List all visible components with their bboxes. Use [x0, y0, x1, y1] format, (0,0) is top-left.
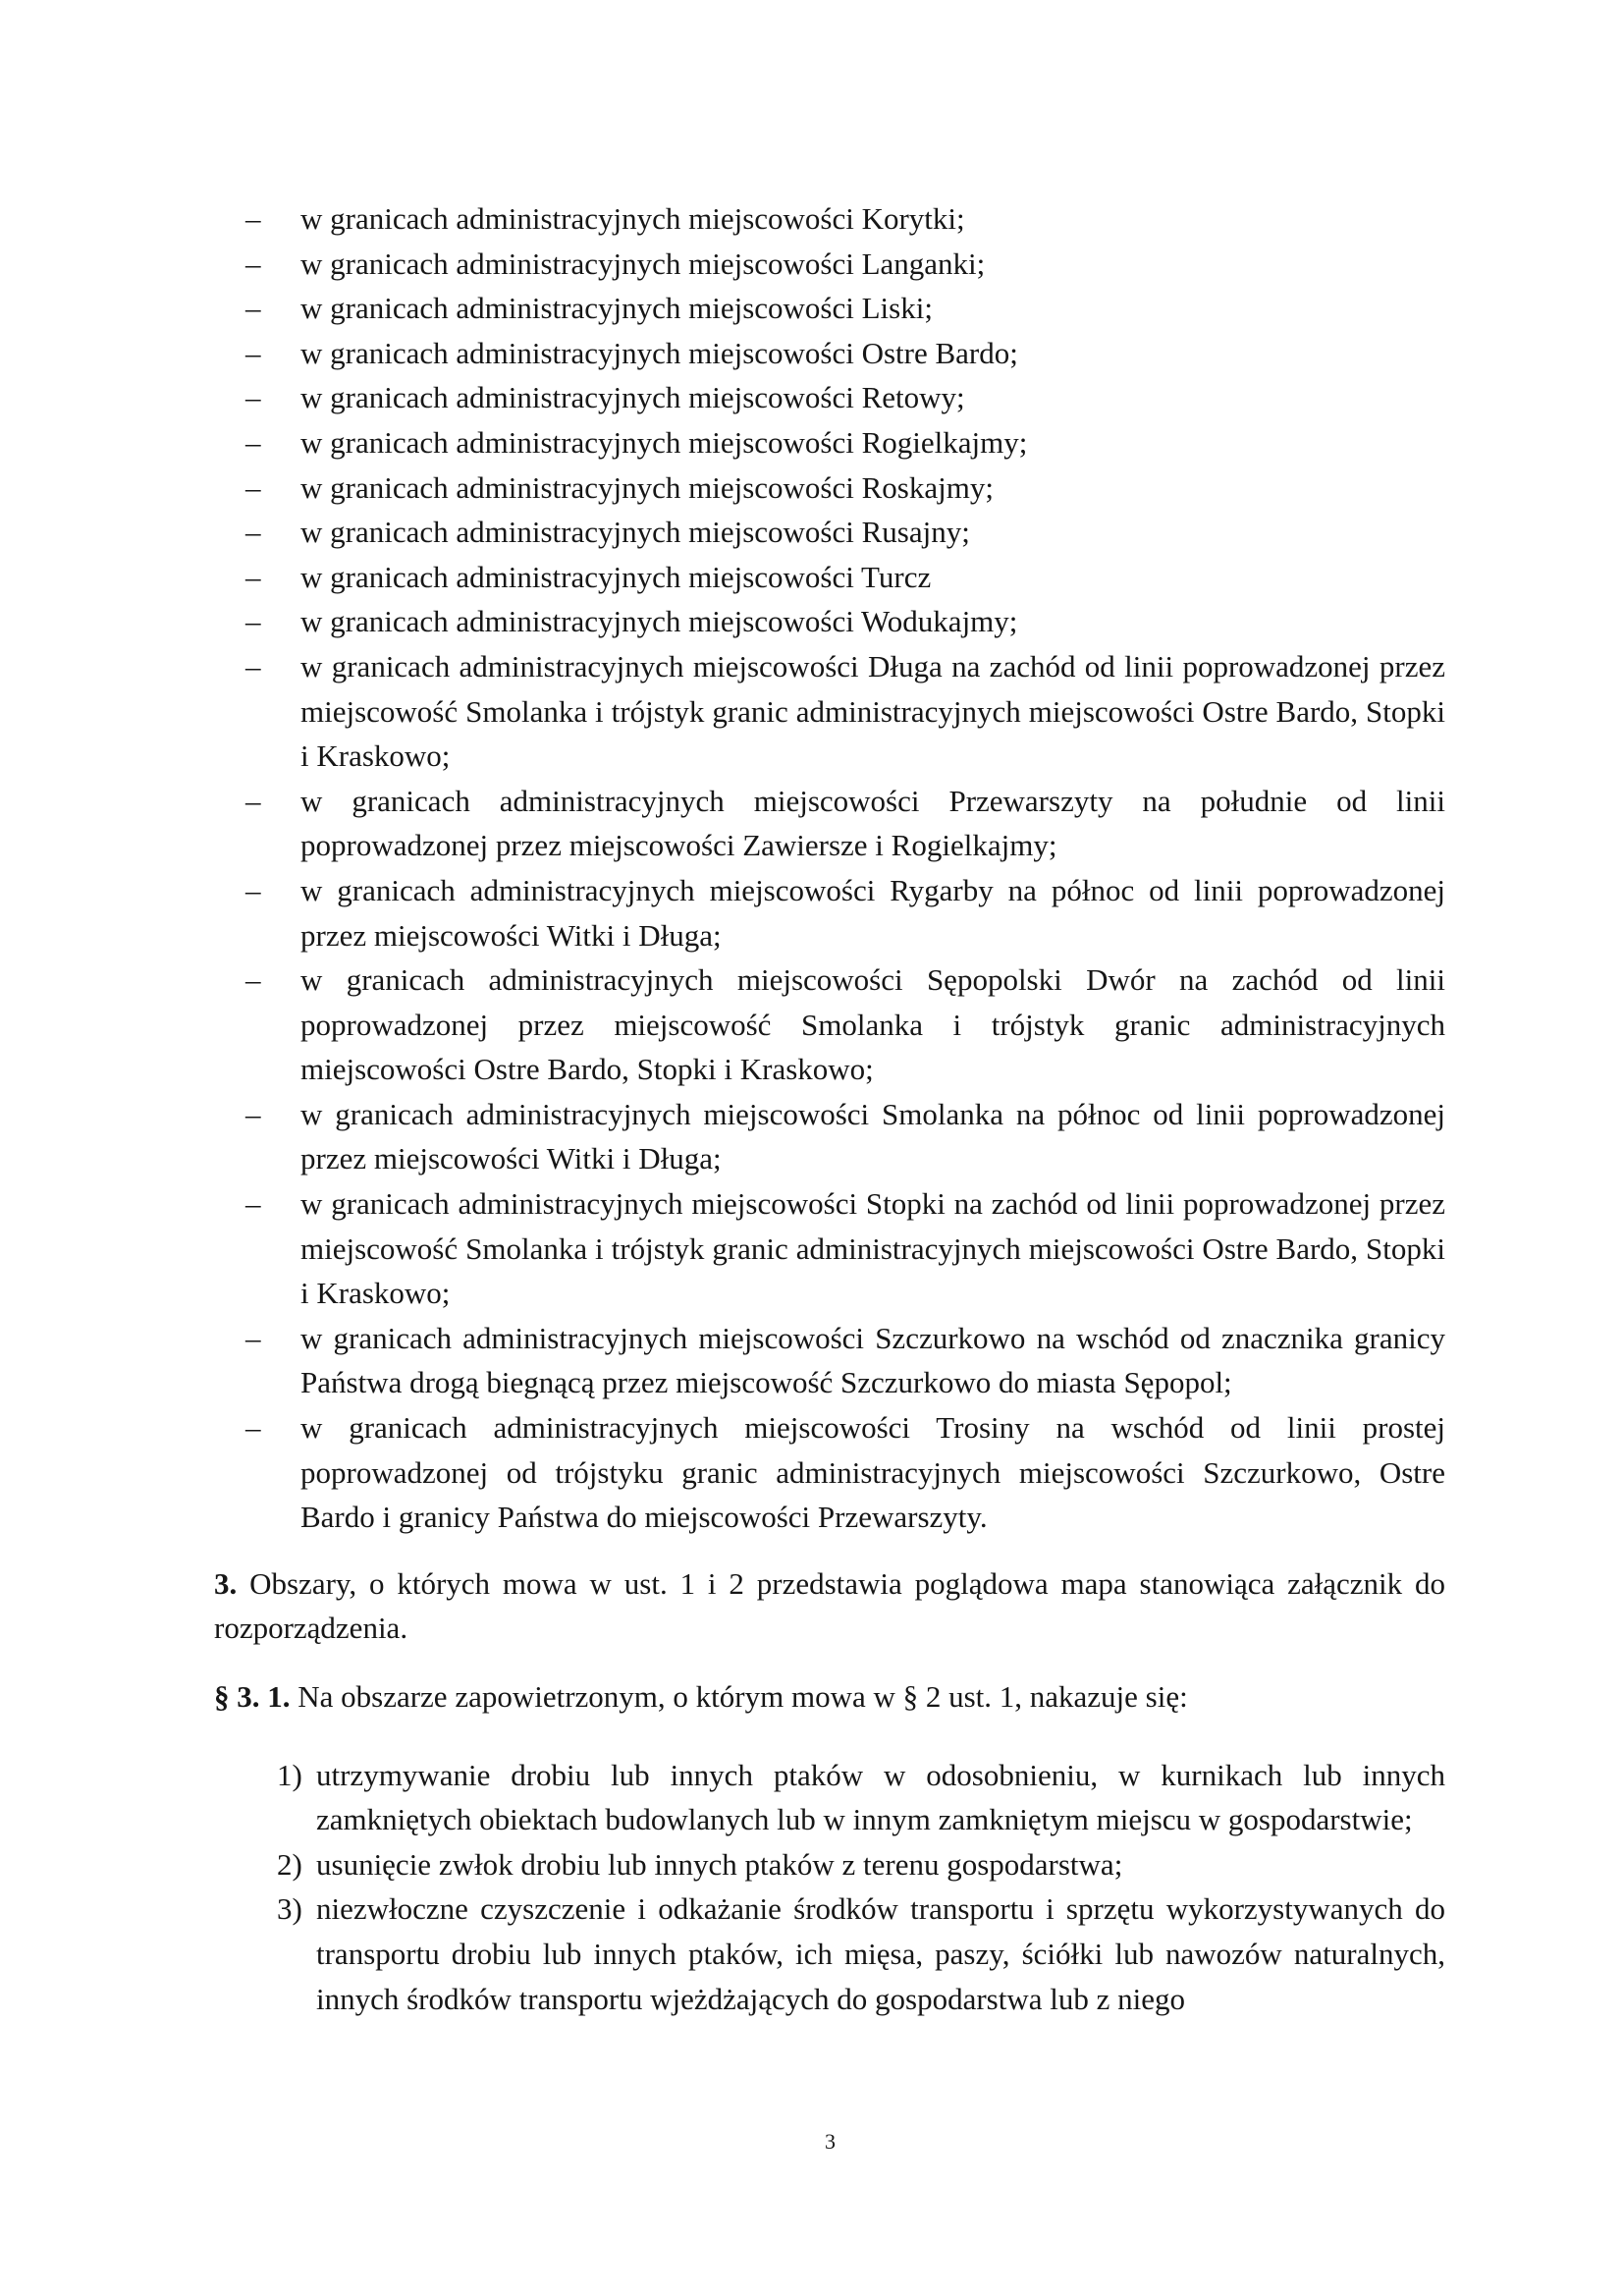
area-item-text: w granicach administracyjnych miejscowości Sępopolski Dwór na zachód od linii poprowadzonej przez miejscowość Smolanka i trójstyk granic administracyjnych miejscowości Ostre Bardo, Stopki i Kraskowo;: [300, 962, 1445, 1087]
area-list-item: [214, 465, 1445, 511]
page-content: [214, 196, 1445, 2021]
area-list-item: [214, 242, 1445, 287]
dash-bullet: –: [245, 962, 261, 998]
area-list: [214, 196, 1445, 1540]
area-list-item: [214, 555, 1445, 600]
area-list-item: [214, 331, 1445, 376]
section-3-intro: [214, 1674, 1445, 1720]
area-item-text: w granicach administracyjnych miejscowości Turcz: [300, 559, 932, 594]
dash-bullet: –: [245, 380, 261, 415]
area-list-item: [214, 868, 1445, 957]
area-list-item: [214, 1316, 1445, 1405]
area-item-text: w granicach administracyjnych miejscowości Rogielkajmy;: [300, 424, 1028, 460]
paragraph-3-text: Obszary, o których mowa w ust. 1 i 2 przedstawia poglądowa mapa stanowiąca załącznik do rozporządzenia.: [214, 1565, 1445, 1646]
area-list-item: [214, 420, 1445, 465]
area-list-item: [214, 1092, 1445, 1181]
area-list-item: [214, 779, 1445, 868]
area-item-text: w granicach administracyjnych miejscowości Roskajmy;: [300, 469, 994, 505]
dash-bullet: –: [245, 515, 261, 550]
area-list-item: [214, 957, 1445, 1092]
obligation-number: 1): [277, 1757, 302, 1792]
area-item-text: w granicach administracyjnych miejscowości Rygarby na północ od linii poprowadzonej przez miejscowości Witki i Długa;: [300, 872, 1445, 953]
obligation-text: usunięcie zwłok drobiu lub innych ptaków z terenu gospodarstwa;: [316, 1846, 1123, 1882]
dash-bullet: –: [245, 1186, 261, 1222]
dash-bullet: –: [245, 291, 261, 326]
area-item-text: w granicach administracyjnych miejscowości Korytki;: [300, 201, 965, 236]
dash-bullet: –: [245, 1410, 261, 1446]
area-item-text: w granicach administracyjnych miejscowości Wodukajmy;: [300, 604, 1018, 639]
dash-bullet: –: [245, 469, 261, 505]
obligations-list: [214, 1753, 1445, 2022]
area-item-text: w granicach administracyjnych miejscowości Trosiny na wschód od linii prostej poprowadzonej od trójstyku granic administracyjnych miejscowości Szczurkowo, Ostre Bardo i granicy Państwa do miejscowości Przewarszyty.: [300, 1410, 1445, 1535]
area-list-item: [214, 1405, 1445, 1540]
obligation-item: [214, 1753, 1445, 1842]
area-list-item: [214, 286, 1445, 331]
area-list-item: [214, 375, 1445, 420]
area-item-text: w granicach administracyjnych miejscowości Stopki na zachód od linii poprowadzonej przez miejscowość Smolanka i trójstyk granic administracyjnych miejscowości Ostre Bardo, Stopki i Kraskowo;: [300, 1186, 1445, 1311]
area-item-text: w granicach administracyjnych miejscowości Szczurkowo na wschód od znacznika granicy Państwa drogą biegnącą przez miejscowość Szczurkowo do miasta Sępopol;: [300, 1320, 1445, 1400]
obligation-number: 3): [277, 1891, 302, 1927]
area-list-item: [214, 644, 1445, 779]
area-item-text: w granicach administracyjnych miejscowości Długa na zachód od linii poprowadzonej przez miejscowość Smolanka i trójstyk granic administracyjnych miejscowości Ostre Bardo, Stopki i Kraskowo;: [300, 648, 1445, 774]
dash-bullet: –: [245, 201, 261, 236]
area-item-text: w granicach administracyjnych miejscowości Langanki;: [300, 246, 986, 281]
area-list-item: [214, 196, 1445, 242]
obligation-item: [214, 1842, 1445, 1887]
paragraph-3: [214, 1561, 1445, 1651]
obligation-text: utrzymywanie drobiu lub innych ptaków w odosobnieniu, w kurnikach lub innych zamkniętych obiektach budowlanych lub w innym zamkniętym miejscu w gospodarstwie;: [316, 1757, 1445, 1837]
section-3-text: Na obszarze zapowietrzonym, o którym mowa w § 2 ust. 1, nakazuje się:: [290, 1679, 1188, 1714]
paragraph-3-label: 3.: [214, 1565, 238, 1601]
dash-bullet: –: [245, 1096, 261, 1131]
obligation-item: [214, 1886, 1445, 2021]
obligation-number: 2): [277, 1846, 302, 1882]
dash-bullet: –: [245, 424, 261, 460]
area-item-text: w granicach administracyjnych miejscowości Ostre Bardo;: [300, 335, 1018, 370]
area-item-text: w granicach administracyjnych miejscowości Retowy;: [300, 380, 965, 415]
area-item-text: w granicach administracyjnych miejscowości Rusajny;: [300, 515, 970, 550]
area-list-item: [214, 1181, 1445, 1316]
obligation-text: niezwłoczne czyszczenie i odkażanie środków transportu i sprzętu wykorzystywanych do transportu drobiu lub innych ptaków, ich mięsa, paszy, ściółki lub nawozów naturalnych, innych środków transportu wjeżdżających do gospodarstwa lub z niego: [316, 1891, 1445, 2016]
dash-bullet: –: [245, 335, 261, 370]
area-list-item: [214, 510, 1445, 555]
dash-bullet: –: [245, 648, 261, 683]
dash-bullet: –: [245, 783, 261, 818]
area-list-item: [214, 599, 1445, 644]
area-item-text: w granicach administracyjnych miejscowości Przewarszyty na południe od linii poprowadzonej przez miejscowości Zawiersze i Rogielkajmy;: [300, 783, 1445, 863]
dash-bullet: –: [245, 559, 261, 594]
dash-bullet: –: [245, 872, 261, 907]
dash-bullet: –: [245, 1320, 261, 1355]
area-item-text: w granicach administracyjnych miejscowości Smolanka na północ od linii poprowadzonej przez miejscowości Witki i Długa;: [300, 1096, 1445, 1176]
page-number: 3: [825, 2129, 836, 2154]
dash-bullet: –: [245, 604, 261, 639]
section-3-label: § 3. 1.: [214, 1679, 291, 1714]
dash-bullet: –: [245, 246, 261, 281]
area-item-text: w granicach administracyjnych miejscowości Liski;: [300, 291, 933, 326]
